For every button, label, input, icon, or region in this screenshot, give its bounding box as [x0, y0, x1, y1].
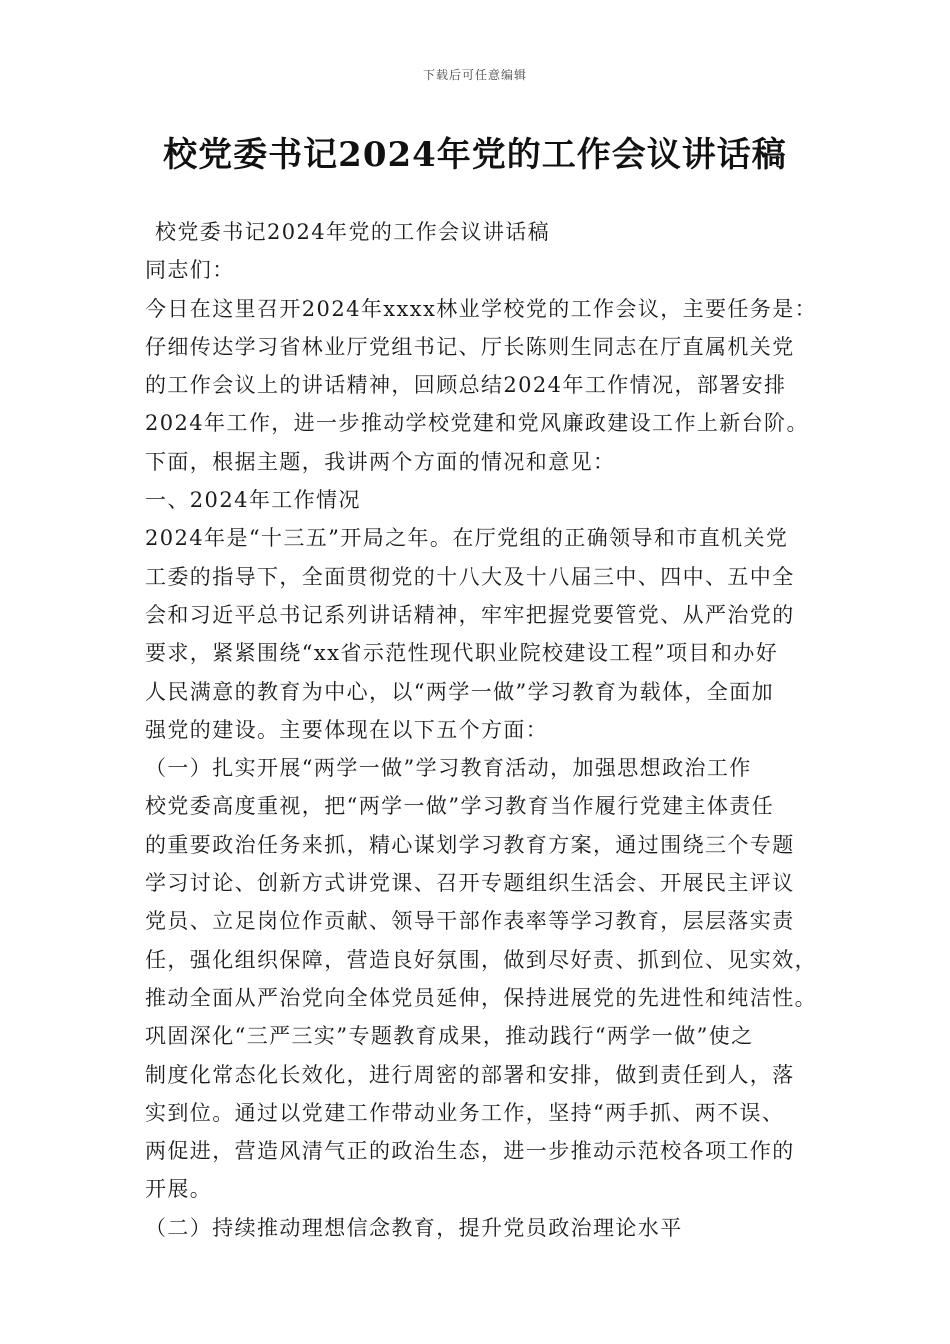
body-line: 2024年是“十三五”开局之年。在厅党组的正确领导和市直机关党	[145, 526, 789, 551]
body-line: 今日在这里召开2024年xxxx林业学校党的工作会议，主要任务是：	[145, 296, 818, 321]
body-line: 会和习近平总书记系列讲话精神，牢牢把握党要管党、从严治党的	[145, 602, 795, 627]
body-line: 要求，紧紧围绕“xx省示范性现代职业院校建设工程”项目和办好	[145, 641, 779, 666]
body-line: 2024年工作，进一步推动学校党建和党风廉政建设工作上新台阶。	[145, 411, 809, 436]
body-line: 人民满意的教育为中心，以“两学一做”学习教育为载体，全面加	[145, 679, 775, 704]
body-line: 仔细传达学习省林业厅党组书记、厅长陈则生同志在厅直属机关党	[145, 334, 795, 359]
body-line: 校党委高度重视，把“两学一做”学习教育当作履行党建主体责任	[145, 794, 775, 819]
body-line: 工委的指导下，全面贯彻党的十八大及十八届三中、四中、五中全	[145, 564, 795, 589]
body-line: 校党委书记2024年党的工作会议讲话稿	[155, 220, 551, 244]
section-heading: 一、2024年工作情况	[145, 488, 361, 513]
subsection-heading: （一）扎实开展“两学一做”学习教育活动，加强思想政治工作	[145, 756, 752, 781]
body-line: 的工作会议上的讲话精神，回顾总结2024年工作情况，部署安排	[145, 373, 787, 398]
body-line: 巩固深化“三严三实”专题教育成果，推动践行“两学一做”使之	[145, 1024, 754, 1049]
body-line: 制度化常态化长效化，进行周密的部署和安排，做到责任到人，落	[145, 1062, 795, 1087]
body-line: 同志们：	[145, 258, 235, 283]
body-line: 强党的建设。主要体现在以下五个方面：	[145, 717, 549, 742]
body-line: 下面，根据主题，我讲两个方面的情况和意见：	[145, 449, 616, 474]
body-line: 两促进，营造风清气正的政治生态，进一步推动示范校各项工作的	[145, 1139, 795, 1164]
body-line: 学习讨论、创新方式讲党课、召开专题组织生活会、开展民主评议	[145, 871, 795, 896]
body-line: 任，强化组织保障，营造良好氛围，做到尽好责、抓到位、见实效，	[145, 947, 817, 972]
body-line: 推动全面从严治党向全体党员延伸，保持进展党的先进性和纯洁性。	[145, 985, 817, 1010]
subsection-heading: （二）持续推动理想信念教育，提升党员政治理论水平	[145, 1215, 683, 1240]
document-title: 校党委书记2024年党的工作会议讲话稿	[163, 135, 787, 175]
body-line: 党员、立足岗位作贡献、领导干部作表率等学习教育，层层落实责	[145, 909, 795, 934]
body-line: 实到位。通过以党建工作带动业务工作，坚持“两手抓、两不误、	[145, 1100, 785, 1125]
document-body	[145, 213, 845, 1247]
body-line: 的重要政治任务来抓，精心谋划学习教育方案，通过围绕三个专题	[145, 832, 795, 857]
body-line: 开展。	[145, 1177, 213, 1202]
header-note: 下载后可任意编辑	[422, 68, 527, 82]
